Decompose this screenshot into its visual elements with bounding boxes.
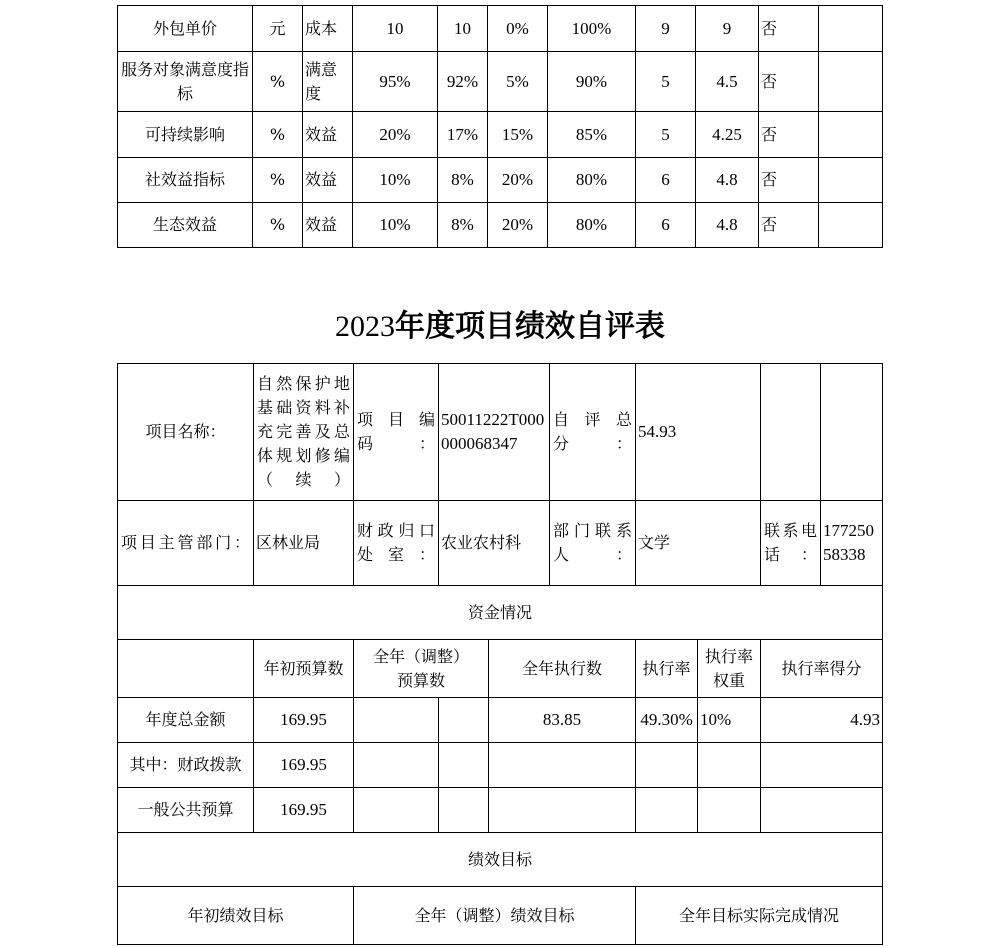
self-score-value: 54.93 (636, 364, 761, 501)
empty-cell (118, 640, 254, 698)
indicator-weight: 5 (636, 112, 696, 158)
indicator-weight: 5 (636, 52, 696, 112)
goals-header-adjusted: 全年（调整）绩效目标 (354, 887, 636, 945)
indicator-completion: 80% (548, 203, 636, 248)
funds-row-label: 其中：财政拨款 (118, 743, 254, 788)
indicator-target: 95% (353, 52, 438, 112)
funds-header-initial: 年初预算数 (254, 640, 354, 698)
funds-row-initial: 169.95 (254, 698, 354, 743)
empty-cell (821, 364, 883, 501)
phone-label: 联系电话： (761, 501, 821, 586)
empty-cell (819, 158, 883, 203)
indicator-flag: 否 (759, 158, 819, 203)
indicator-row (118, 203, 883, 248)
indicator-name: 生态效益 (118, 203, 253, 248)
indicator-name: 外包单价 (118, 6, 253, 52)
indicator-target: 10% (353, 158, 438, 203)
funds-row-executed (489, 788, 636, 833)
indicator-target: 10 (353, 6, 438, 52)
funds-row (118, 698, 883, 743)
indicator-deviation: 20% (488, 203, 548, 248)
indicator-completion: 85% (548, 112, 636, 158)
goals-header-row (118, 887, 883, 945)
funds-row-adjusted (354, 698, 439, 743)
funds-row-weight (698, 788, 761, 833)
indicator-completion: 100% (548, 6, 636, 52)
empty-cell (439, 743, 489, 788)
project-name-label: 项目名称： (118, 364, 254, 501)
funds-row-adjusted (354, 788, 439, 833)
funds-row-score: 4.93 (761, 698, 883, 743)
project-code-label: 项目编码： (354, 364, 439, 501)
indicator-target: 20% (353, 112, 438, 158)
indicator-name: 可持续影响 (118, 112, 253, 158)
funds-row (118, 788, 883, 833)
dept-label: 项目主管部门： (118, 501, 254, 586)
indicator-actual: 92% (438, 52, 488, 112)
indicator-row (118, 112, 883, 158)
indicator-unit: % (253, 52, 303, 112)
project-code-value: 50011222T000000068347 (439, 364, 550, 501)
indicator-score: 4.5 (696, 52, 759, 112)
funds-row-label: 年度总金额 (118, 698, 254, 743)
indicator-type: 成本 (303, 6, 353, 52)
phone-value: 17725058338 (821, 501, 883, 586)
project-info-row (118, 364, 883, 501)
indicator-deviation: 5% (488, 52, 548, 112)
funds-row-rate (636, 743, 698, 788)
funds-row-initial: 169.95 (254, 743, 354, 788)
indicator-unit: 元 (253, 6, 303, 52)
indicator-flag: 否 (759, 52, 819, 112)
indicator-score: 4.8 (696, 203, 759, 248)
empty-cell (819, 52, 883, 112)
indicator-weight: 6 (636, 158, 696, 203)
empty-cell (819, 203, 883, 248)
dept-value: 区林业局 (254, 501, 354, 586)
empty-cell (439, 698, 489, 743)
funds-header-weight: 执行率权重 (698, 640, 761, 698)
indicator-weight: 9 (636, 6, 696, 52)
indicator-deviation: 20% (488, 158, 548, 203)
indicator-unit: % (253, 158, 303, 203)
indicator-type: 效益 (303, 158, 353, 203)
funds-header-rate: 执行率 (636, 640, 698, 698)
project-name-value: 自然保护地基础资料补充完善及总体规划修编（续） (254, 364, 354, 501)
funds-row-weight (698, 743, 761, 788)
indicator-completion: 80% (548, 158, 636, 203)
finance-label: 财政归口处室： (354, 501, 439, 586)
goals-section-title: 绩效目标 (118, 833, 883, 887)
finance-value: 农业农村科 (439, 501, 550, 586)
indicator-row (118, 6, 883, 52)
indicator-unit: % (253, 203, 303, 248)
funds-row-rate (636, 788, 698, 833)
indicator-score: 9 (696, 6, 759, 52)
funds-row-executed (489, 743, 636, 788)
contact-label: 部门联系人： (550, 501, 636, 586)
indicator-deviation: 15% (488, 112, 548, 158)
indicator-flag: 否 (759, 203, 819, 248)
department-row (118, 501, 883, 586)
indicator-deviation: 0% (488, 6, 548, 52)
empty-cell (439, 788, 489, 833)
funds-header-adjusted: 全年（调整）预算数 (354, 640, 489, 698)
contact-value: 文学 (636, 501, 761, 586)
indicator-actual: 8% (438, 158, 488, 203)
indicator-type: 效益 (303, 112, 353, 158)
indicator-table (117, 5, 883, 248)
indicator-flag: 否 (759, 112, 819, 158)
indicator-actual: 10 (438, 6, 488, 52)
page-title: 2023年度项目绩效自评表 (335, 310, 665, 343)
empty-cell (819, 112, 883, 158)
funds-row-weight: 10% (698, 698, 761, 743)
indicator-target: 10% (353, 203, 438, 248)
indicator-score: 4.25 (696, 112, 759, 158)
funds-section-row (118, 586, 883, 640)
funds-row-initial: 169.95 (254, 788, 354, 833)
indicator-name: 社效益指标 (118, 158, 253, 203)
goals-section-row (118, 833, 883, 887)
indicator-score: 4.8 (696, 158, 759, 203)
goals-header-actual: 全年目标实际完成情况 (636, 887, 883, 945)
indicator-name: 服务对象满意度指标 (118, 52, 253, 112)
indicator-type: 满意度 (303, 52, 353, 112)
funds-row-score (761, 743, 883, 788)
empty-cell (819, 6, 883, 52)
funds-row-label: 一般公共预算 (118, 788, 254, 833)
funds-row-adjusted (354, 743, 439, 788)
indicator-type: 效益 (303, 203, 353, 248)
indicator-weight: 6 (636, 203, 696, 248)
funds-row (118, 743, 883, 788)
goals-header-initial: 年初绩效目标 (118, 887, 354, 945)
self-evaluation-table (117, 363, 883, 945)
indicator-row (118, 52, 883, 112)
indicator-unit: % (253, 112, 303, 158)
indicator-flag: 否 (759, 6, 819, 52)
funds-section-title: 资金情况 (118, 586, 883, 640)
indicator-row (118, 158, 883, 203)
funds-row-executed: 83.85 (489, 698, 636, 743)
indicator-actual: 8% (438, 203, 488, 248)
funds-row-rate: 49.30% (636, 698, 698, 743)
funds-header-score: 执行率得分 (761, 640, 883, 698)
indicator-actual: 17% (438, 112, 488, 158)
funds-header-executed: 全年执行数 (489, 640, 636, 698)
funds-row-score (761, 788, 883, 833)
self-score-label: 自评总分： (550, 364, 636, 501)
funds-header-row (118, 640, 883, 698)
empty-cell (761, 364, 821, 501)
indicator-completion: 90% (548, 52, 636, 112)
